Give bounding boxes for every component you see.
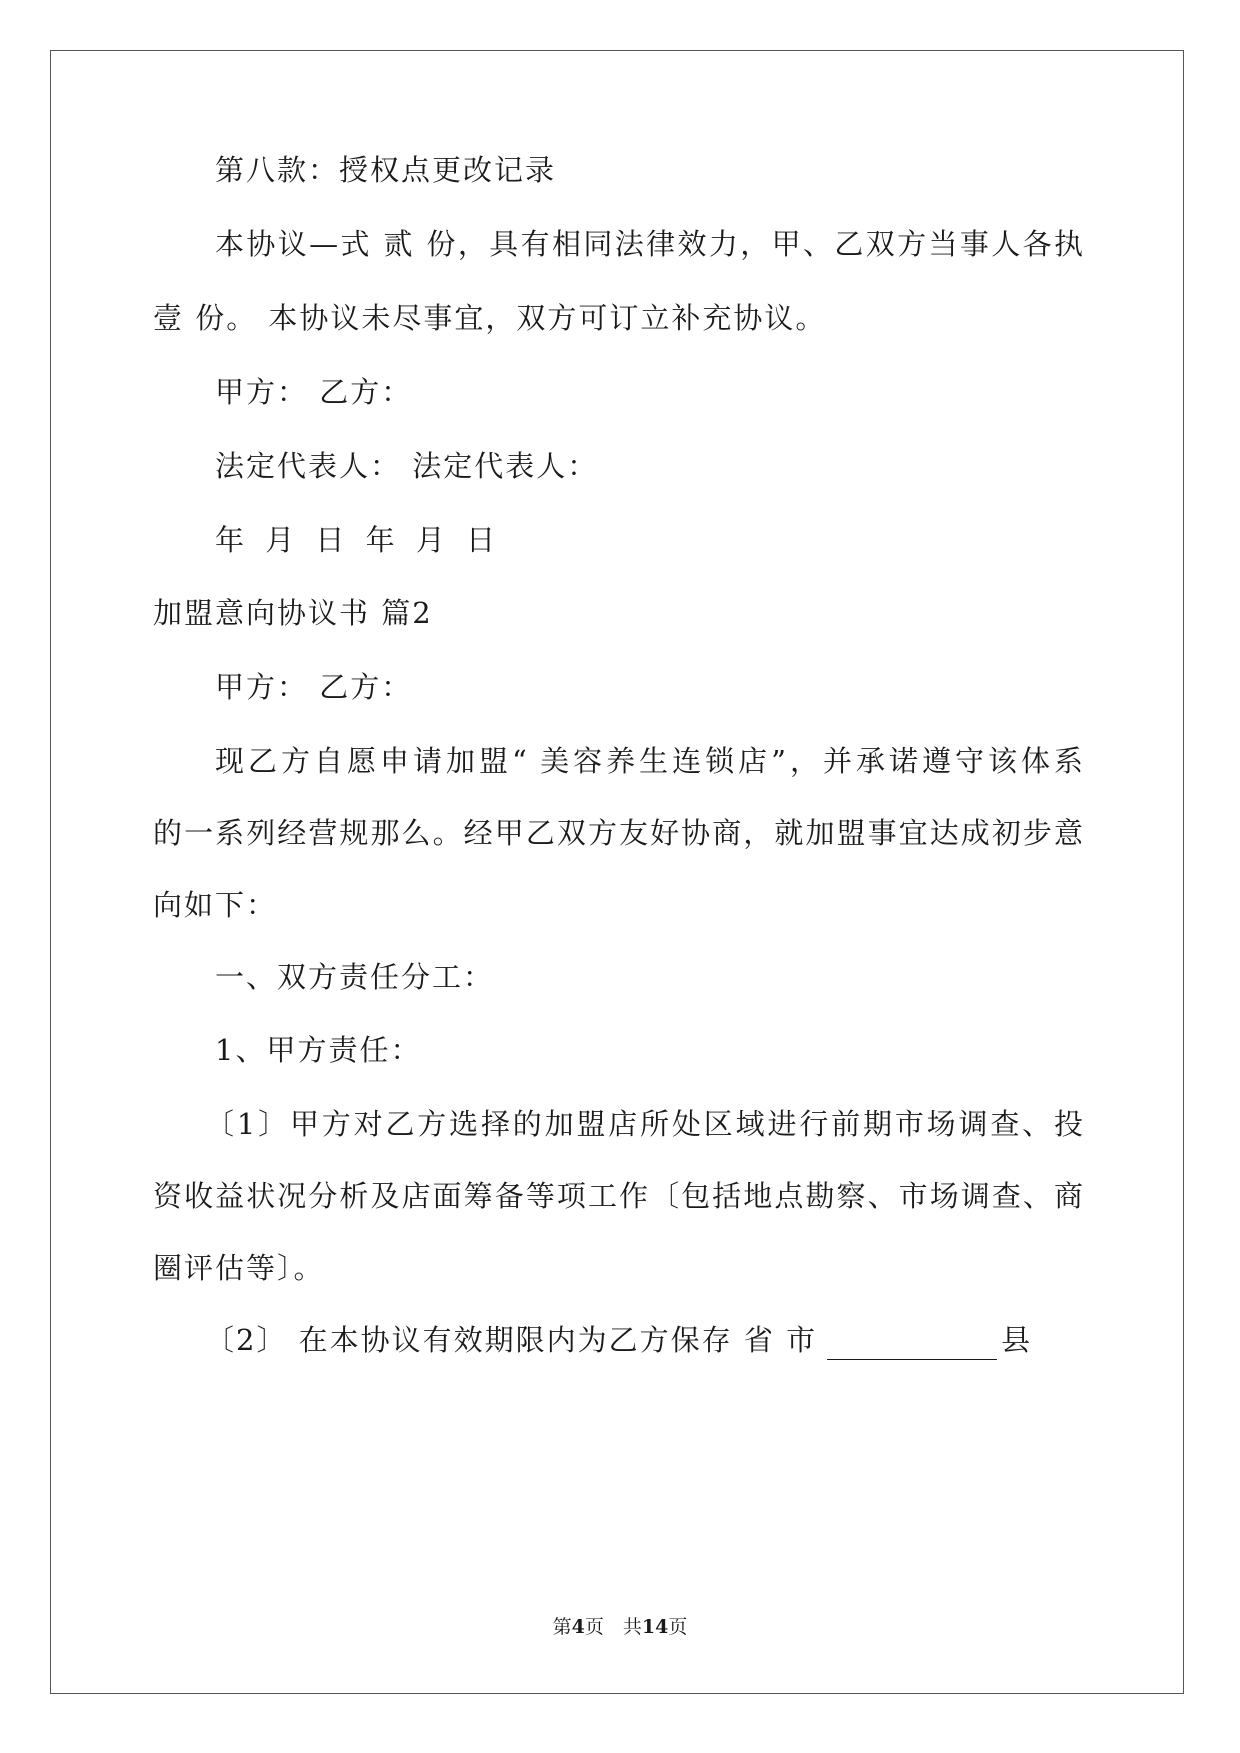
- footer-text: 第: [552, 1616, 572, 1638]
- paragraph-line: 圈评估等〕。: [153, 1251, 325, 1285]
- paragraph-line-with-blank: [205, 1320, 1032, 1360]
- page-footer: [0, 1615, 1240, 1639]
- section-title: 加盟意向协议书 篇2: [153, 596, 433, 630]
- section-heading: 一、双方责任分工：: [215, 960, 495, 994]
- paragraph-line: 资收益状况分析及店面筹备等项工作〔包括地点勘察、市场调查、商: [153, 1179, 1083, 1213]
- clause-heading: 第八款：授权点更改记录: [215, 153, 557, 187]
- paragraph-line: 本协议—式 贰 份，具有相同法律效力，甲、乙双方当事人各执: [215, 227, 1083, 261]
- total-page-number: 14: [641, 1616, 669, 1638]
- subsection-heading: 1、甲方责任：: [215, 1033, 422, 1067]
- footer-text: 页 共: [584, 1616, 642, 1638]
- footer-text: 页: [668, 1616, 688, 1638]
- party-line: 甲方： 乙方：: [215, 670, 413, 704]
- paragraph-line: 向如下：: [153, 888, 278, 922]
- current-page-number: 4: [571, 1616, 585, 1638]
- paragraph-line: 的一系列经营规那么。经甲乙双方友好协商，就加盟事宜达成初步意: [153, 816, 1083, 850]
- party-line: 甲方： 乙方：: [215, 375, 413, 409]
- paragraph-text: 〔2〕 在本协议有效期限内为乙方保存 省 市: [205, 1323, 818, 1357]
- paragraph-line: 壹 份。 本协议未尽事宜，双方可订立补充协议。: [153, 301, 827, 335]
- paragraph-text: 县: [1001, 1323, 1033, 1357]
- paragraph-line: 现乙方自愿申请加盟“ 美容养生连锁店”，并承诺遵守该体系: [215, 744, 1083, 778]
- date-line: 年 月 日 年 月 日: [215, 523, 502, 557]
- paragraph-line: 〔1〕甲方对乙方选择的加盟店所处区域进行前期市场调查、投: [205, 1107, 1083, 1141]
- representative-line: 法定代表人： 法定代表人：: [215, 449, 599, 483]
- fill-in-blank: [827, 1329, 997, 1360]
- page-border: [50, 50, 1184, 1694]
